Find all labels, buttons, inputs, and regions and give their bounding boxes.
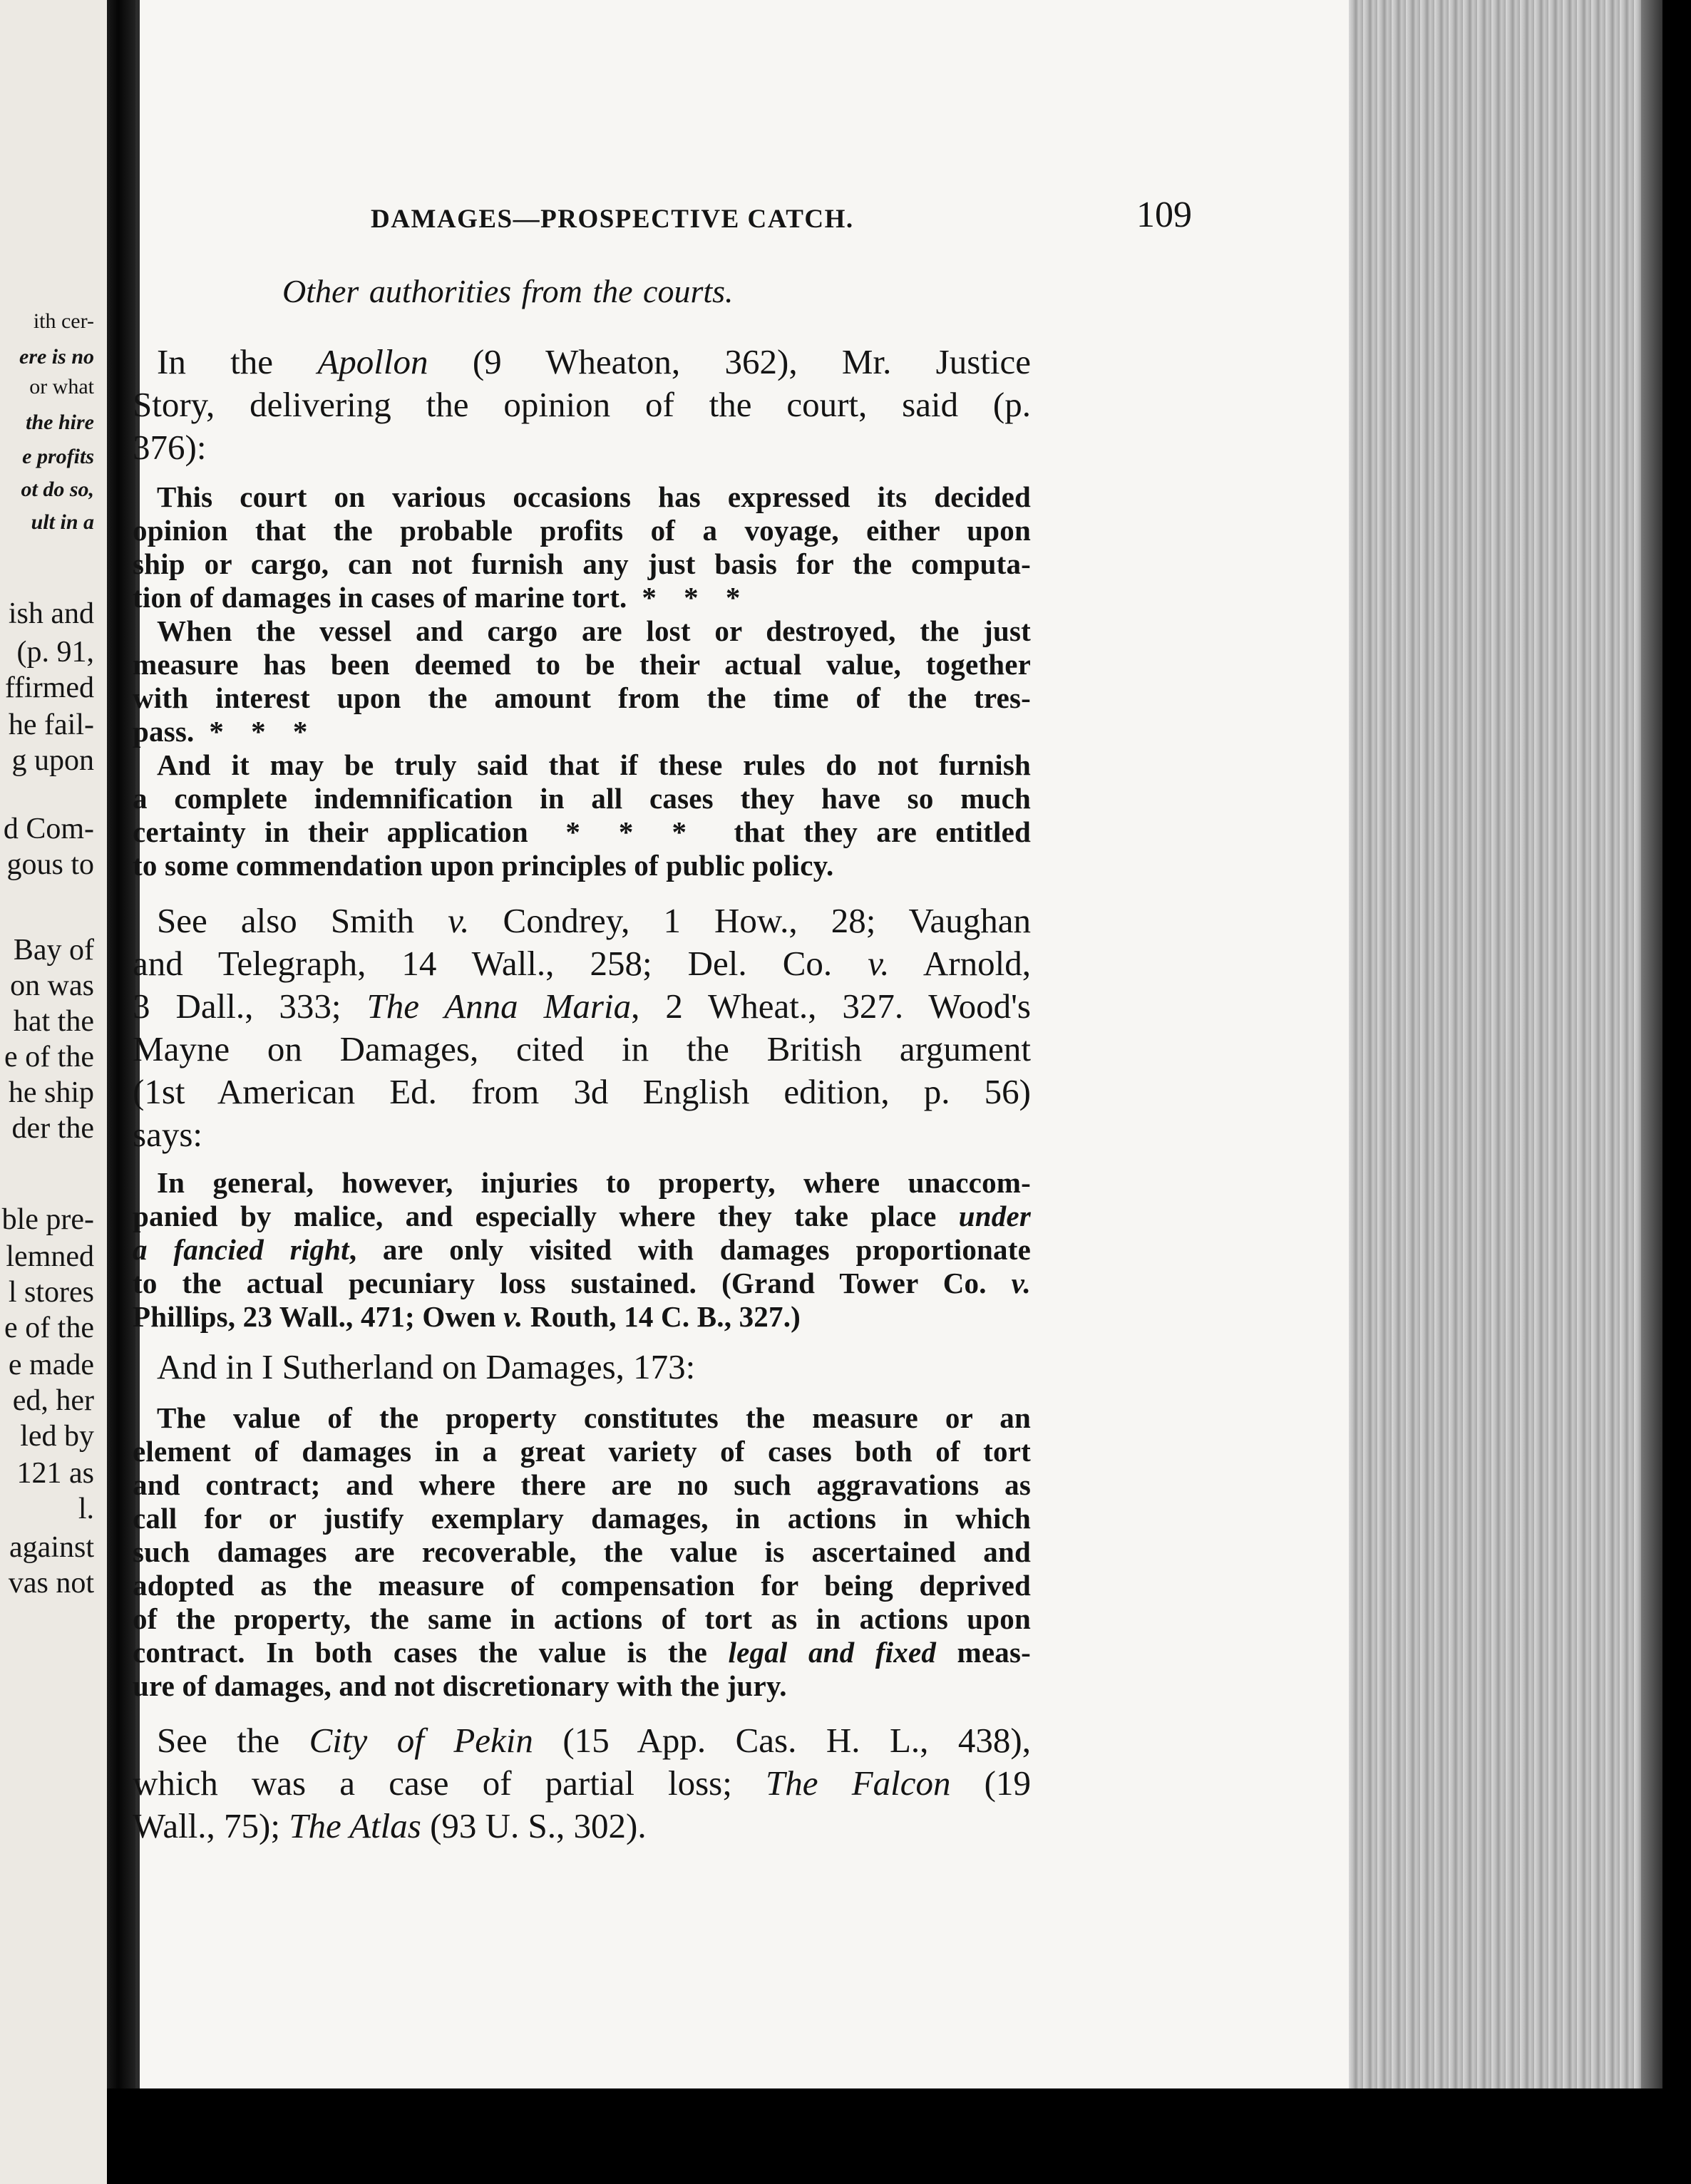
left-page-text-fragment: ffirmed (4, 671, 94, 704)
quote-line-text: tion of damages in cases of marine tort. (133, 581, 627, 614)
left-page-text-fragment: der the (11, 1112, 94, 1145)
text-line: See also Smith v. Condrey, 1 How., 28; Vaughan (157, 901, 1031, 940)
text-line: which was a case of partial loss; The Falcon (19 (133, 1763, 1032, 1803)
left-facing-page (0, 0, 107, 2184)
quote-line: to some commendation upon principles of public policy. (133, 849, 834, 882)
quote-line: of the property, the same in actions of tort as in actions upon (133, 1602, 1031, 1635)
left-page-text-fragment: gous to (6, 848, 94, 881)
left-page-text-fragment: e profits (22, 445, 94, 468)
quotation-sutherland (133, 1401, 1031, 1703)
text-line: Wall., 75); The Atlas (93 U. S., 302). (133, 1806, 647, 1845)
left-page-text-fragment: (p. 91, (16, 636, 94, 669)
paragraph-see-also (133, 900, 1031, 1156)
quote-line: ship or cargo, can not furnish any just basis for the computa- (133, 547, 1031, 580)
page-edges (1349, 0, 1662, 2088)
quote-line: to the actual pecuniary loss sustained. (Grand Tower Co. v. (133, 1267, 1031, 1299)
left-page-text-fragment: or what (29, 375, 94, 398)
left-page-text-fragment: on was (10, 969, 94, 1002)
quotation-apollon (133, 480, 1031, 882)
text-line: See the City of Pekin (15 App. Cas. H. L., 438), (157, 1721, 1031, 1760)
left-page-text-fragment: e of the (4, 1312, 94, 1344)
left-page-text-fragment: ish and (8, 597, 94, 630)
paragraph-city-of-pekin (133, 1719, 1031, 1848)
text-line: (1st American Ed. from 3d English edition, p. 56) (133, 1072, 1031, 1111)
quote-line: measure has been deemed to be their actual value, together (133, 648, 1031, 681)
quote-line-text: that they are entitled (734, 815, 1031, 848)
left-page-text-fragment: ere is no (19, 345, 94, 369)
quote-line: element of damages in a great variety of cases both of tort (133, 1435, 1031, 1468)
quote-line (133, 715, 1031, 748)
quote-line: And it may be truly said that if these rules do not furnish (157, 748, 1031, 781)
page-header (214, 194, 1205, 237)
left-page-text-fragment: ult in a (31, 510, 94, 534)
left-page-text-fragment: e of the (4, 1041, 94, 1073)
paragraph-apollon (133, 341, 1031, 469)
left-page-text-fragment: he ship (8, 1076, 94, 1109)
left-page-text-fragment: ble pre- (1, 1203, 94, 1236)
left-page-text-fragment: ith cer- (33, 309, 94, 333)
left-page-text-fragment: led by (20, 1420, 94, 1453)
text-line: 376): (133, 428, 207, 467)
left-page-text-fragment: lemned (6, 1240, 94, 1273)
text-line: says: (133, 1115, 202, 1154)
ellipsis-stars: * * * (565, 815, 697, 848)
section-subheading: Other authorities from the courts. (282, 273, 734, 309)
ellipsis-stars: * * * (209, 715, 318, 748)
quote-line: with interest upon the amount from the time of the tres- (133, 681, 1031, 714)
book-gutter (107, 0, 135, 2184)
text-line: Mayne on Damages, cited in the British argument (133, 1029, 1031, 1068)
left-page-text-fragment: against (9, 1531, 94, 1564)
quote-line: adopted as the measure of compensation for being deprived (133, 1569, 1031, 1602)
left-page-text-fragment: l. (78, 1493, 94, 1525)
quotation-woods-mayne (133, 1166, 1031, 1334)
left-page-text-fragment: l stores (8, 1276, 94, 1309)
quote-line: Phillips, 23 Wall., 471; Owen v. Routh, 14 C. B., 327.) (133, 1300, 801, 1333)
left-page-text-fragment: the hire (26, 411, 94, 434)
quote-line: contract. In both cases the value is the legal and fixed meas- (133, 1636, 1031, 1669)
left-page-text-fragment: he fail- (8, 709, 94, 741)
quote-line: In general, however, injuries to property, where unaccom- (157, 1166, 1031, 1199)
quote-line: The value of the property constitutes the measure or an (157, 1401, 1031, 1434)
quote-line: call for or justify exemplary damages, in actions in which (133, 1502, 1031, 1535)
left-page-text-fragment: Bay of (13, 934, 94, 967)
quote-line: a complete indemnification in all cases they have so much (133, 782, 1031, 815)
scan-bottom-border (107, 2088, 1691, 2184)
text-line: 3 Dall., 333; The Anna Maria, 2 Wheat., 327. Wood's (133, 987, 1032, 1026)
text-line-content: In the Apollon (9 Wheaton, 362), Mr. Justice (157, 342, 1031, 381)
text-line: Story, delivering the opinion of the court, said (p. (133, 385, 1031, 424)
quote-line: such damages are recoverable, the value is ascertained and (133, 1535, 1031, 1568)
left-page-text-fragment: d Com- (3, 813, 94, 845)
quote-line: panied by malice, and especially where they take place under (133, 1200, 1031, 1232)
ellipsis-stars: * * * (642, 581, 751, 614)
quote-line (133, 581, 1031, 614)
running-head: DAMAGES—PROSPECTIVE CATCH. (371, 205, 854, 234)
paragraph-sutherland (133, 1346, 1031, 1389)
text-line: and Telegraph, 14 Wall., 258; Del. Co. v. Arnold, (133, 944, 1031, 983)
left-page-text-fragment: ot do so, (21, 478, 94, 501)
left-page-text-fragment: ed, her (12, 1384, 94, 1417)
quote-line: opinion that the probable profits of a voyage, either upon (133, 514, 1031, 547)
quote-line: This court on various occasions has expressed its decided (157, 480, 1031, 513)
text-line: And in I Sutherland on Damages, 173: (157, 1347, 696, 1386)
left-page-text-fragment: hat the (13, 1005, 94, 1038)
quote-line: a fancied right, are only visited with damages proportionate (133, 1233, 1031, 1266)
quote-line: and contract; and where there are no such aggravations as (133, 1468, 1031, 1501)
quote-line: When the vessel and cargo are lost or destroyed, the just (157, 614, 1031, 647)
left-page-text-fragment: vas not (8, 1567, 94, 1600)
left-page-text-fragment: g upon (11, 744, 94, 777)
text-line (133, 341, 1031, 383)
quote-line: ure of damages, and not discretionary with the jury. (133, 1669, 787, 1702)
quote-line-text: certainty in their application (133, 815, 528, 848)
quote-line-text: pass. (133, 715, 195, 748)
left-page-text-fragment: 121 as (16, 1457, 94, 1490)
page-number: 109 (1136, 195, 1192, 235)
quote-line (133, 815, 1031, 849)
left-page-text-fragment: e made (8, 1349, 94, 1381)
